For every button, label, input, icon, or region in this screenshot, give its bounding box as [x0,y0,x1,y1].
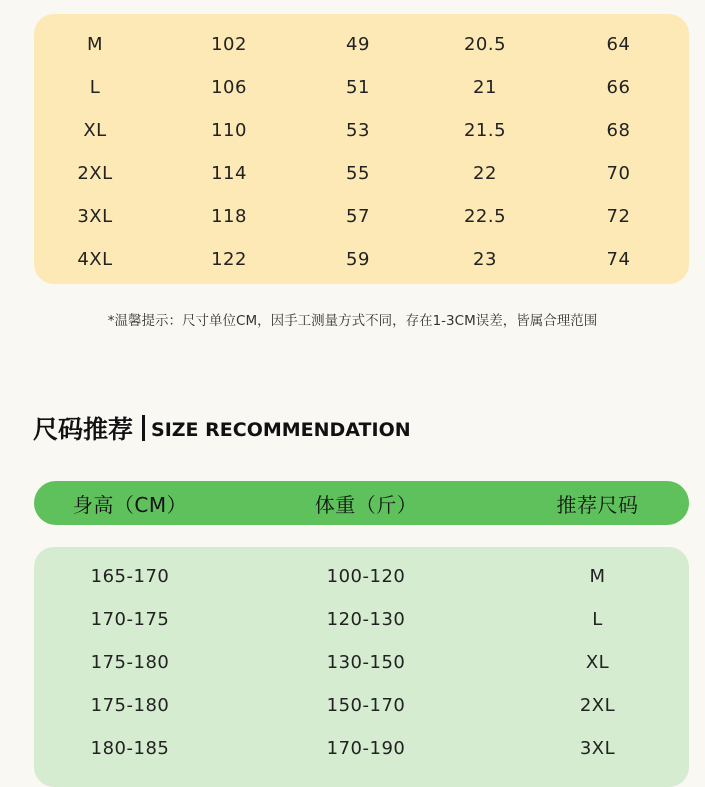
size-cell: XL [585,652,610,673]
table-row [34,238,689,281]
weight-cell: 150-170 [326,695,406,716]
value-cell: 74 [606,249,631,270]
value-cell: 59 [346,249,370,270]
value-cell: 21.5 [463,120,507,141]
value-cell: 70 [606,163,631,184]
value-cell: 21 [473,77,497,98]
size-cell: 3XL [579,738,616,759]
weight-cell: 130-150 [326,652,406,673]
table-row [34,641,689,684]
value-cell: 122 [211,249,247,270]
height-cell: 180-185 [90,738,170,759]
value-cell: 66 [606,77,631,98]
value-cell: 64 [606,34,631,55]
table-row [34,152,689,195]
value-cell: 57 [346,206,370,227]
height-cell: 175-180 [90,695,170,716]
header-height: 身高（CM） [72,492,188,517]
table-row [34,66,689,109]
table-row [34,598,689,641]
value-cell: 49 [346,34,370,55]
size-cell: 2XL [77,163,113,184]
value-cell: 51 [346,77,370,98]
table-row [34,727,689,770]
height-cell: 165-170 [90,566,170,587]
value-cell: 22 [473,163,497,184]
value-cell: 22.5 [463,206,507,227]
size-cell: 4XL [77,249,113,270]
section-heading [33,410,411,446]
weight-cell: 100-120 [326,566,406,587]
height-cell: 170-175 [90,609,170,630]
size-cell: L [89,77,101,98]
value-cell: 23 [473,249,497,270]
size-cell: 2XL [579,695,616,716]
section-title-en: SIZE RECOMMENDATION [151,418,411,441]
size-cell: 3XL [77,206,113,227]
value-cell: 72 [606,206,631,227]
size-cell: XL [83,120,107,141]
value-cell: 110 [211,120,247,141]
value-cell: 20.5 [463,34,507,55]
value-cell: 53 [346,120,370,141]
section-title-zh: 尺码推荐 [33,415,134,444]
weight-cell: 120-130 [326,609,406,630]
recommendation-header [34,481,689,525]
title-divider [142,415,145,441]
value-cell: 68 [606,120,631,141]
value-cell: 106 [211,77,247,98]
table-row [34,109,689,152]
value-cell: 114 [211,163,247,184]
weight-cell: 170-190 [326,738,406,759]
size-chart-table [34,14,689,284]
value-cell: 55 [346,163,370,184]
size-cell: M [589,566,606,587]
value-cell: 118 [211,206,247,227]
table-row [34,555,689,598]
table-row [34,684,689,727]
height-cell: 175-180 [90,652,170,673]
header-size: 推荐尺码 [556,492,639,517]
table-row [34,23,689,66]
table-row [34,195,689,238]
size-cell: L [592,609,603,630]
recommendation-table [34,547,689,787]
size-cell: M [86,34,104,55]
value-cell: 102 [211,34,247,55]
header-weight: 体重（斤） [314,492,418,517]
measurement-note: *温馨提示：尺寸单位CM，因手工测量方式不同，存在1-3CM误差，皆属合理范围 [107,313,598,329]
